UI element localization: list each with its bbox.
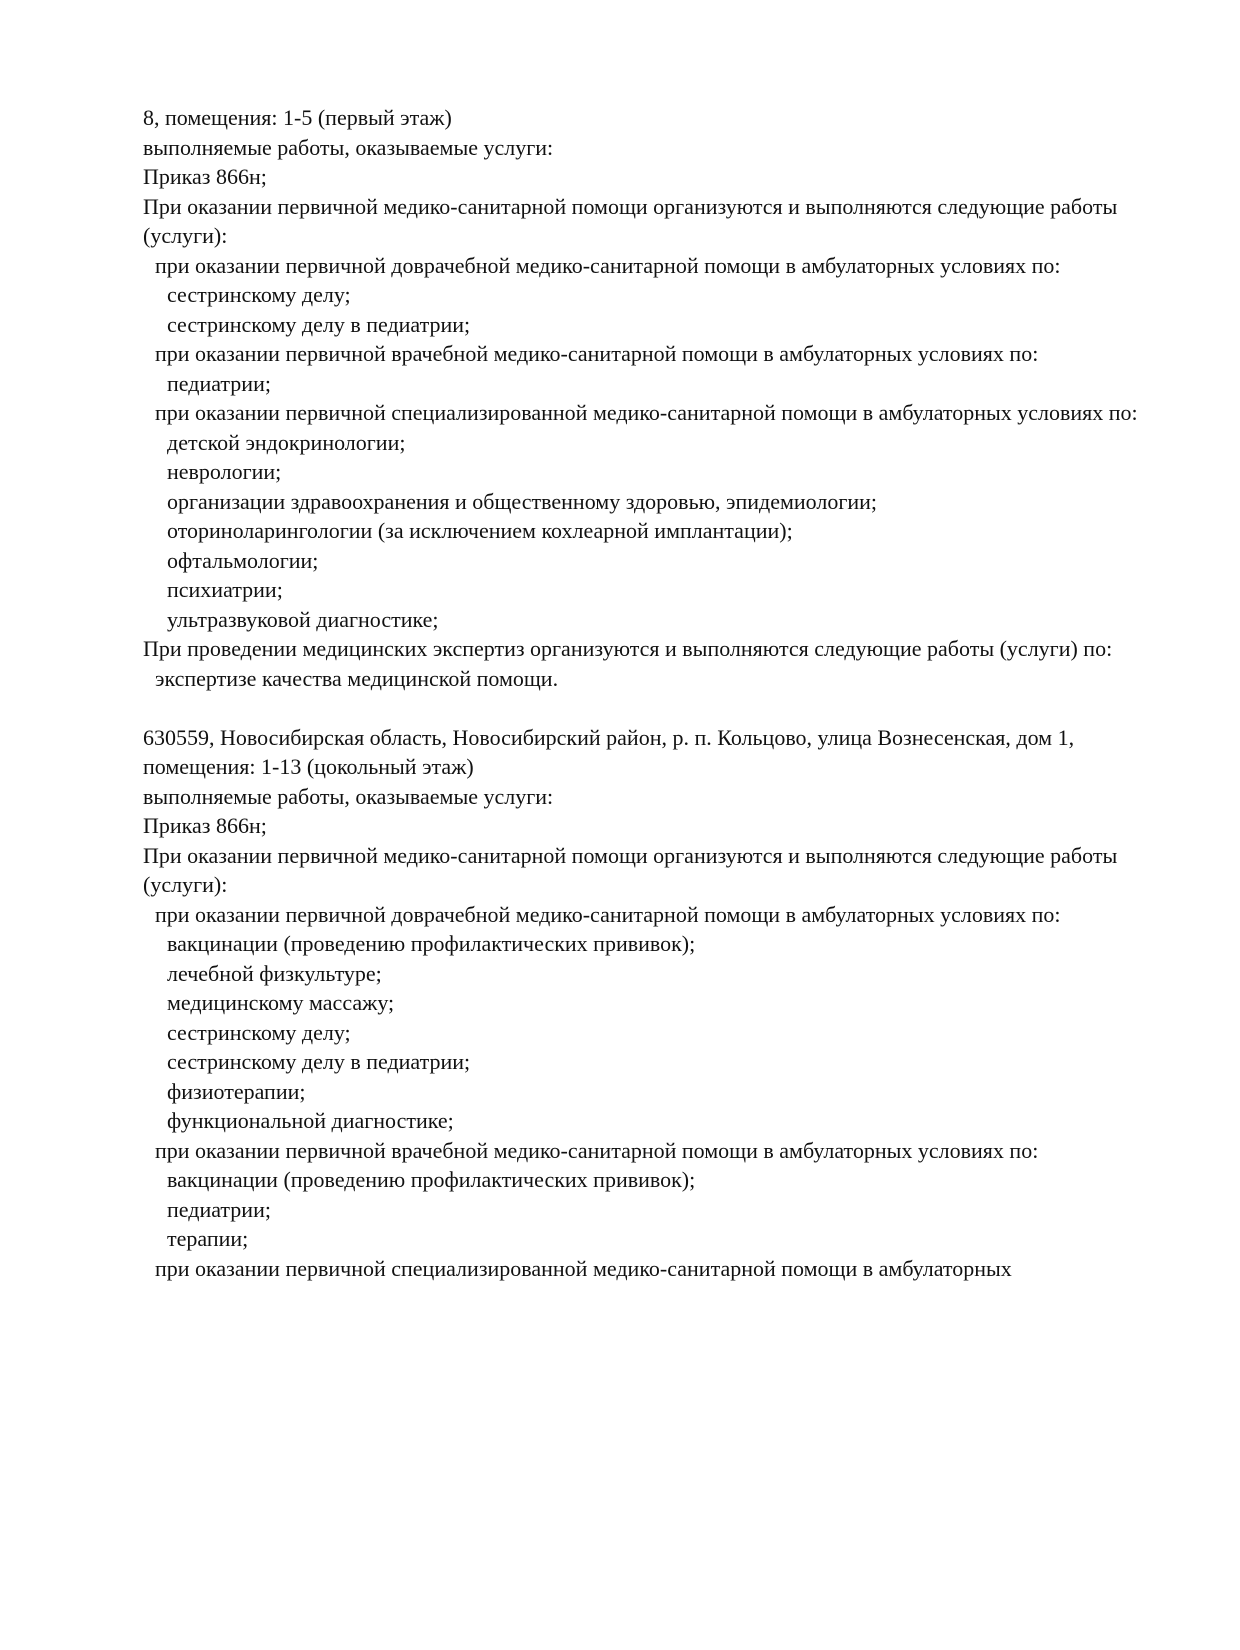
list-item: педиатрии; (167, 1196, 271, 1222)
list-item: психиатрии; (167, 577, 283, 602)
address-tail: 8, помещения: 1-5 (первый этаж) (143, 105, 452, 130)
order-reference: Приказ 866н; (143, 813, 267, 838)
list-item: педиатрии; (167, 370, 271, 396)
primary-care-intro: При оказании первичной медико-санитарной помощи организуются и выполняются следующие работы (услуги): (143, 193, 1118, 248)
order-reference: Приказ 866н; (143, 164, 267, 189)
works-label: выполняемые работы, оказываемые услуги: (143, 134, 554, 160)
address: 630559, Новосибирская область, Новосибирский район, р. п. Кольцово, улица Вознесенская, дом 1, помещения: 1-13 (цокольный этаж) (143, 724, 1075, 779)
specialized-care-intro: при оказании первичной специализированной медико-санитарной помощи в амбулаторных условиях по: (155, 400, 1138, 425)
list-item: офтальмологии; (167, 547, 319, 573)
list-item: сестринскому делу; (167, 282, 351, 307)
list-item: детской эндокринологии; (167, 429, 406, 455)
list-item: ультразвуковой диагностике; (167, 606, 439, 632)
list-item: неврологии; (167, 459, 282, 484)
list-item: сестринскому делу в педиатрии; (167, 1049, 471, 1074)
list-item: терапии; (167, 1226, 249, 1251)
document-page (143, 103, 1163, 1283)
list-item: вакцинации (проведению профилактических прививок); (167, 1167, 696, 1192)
prevrach-care-intro: при оказании первичной доврачебной медико-санитарной помощи в амбулаторных условиях по: (155, 901, 1061, 927)
prevrach-care-intro: при оказании первичной доврачебной медико-санитарной помощи в амбулаторных условиях по: (155, 252, 1061, 278)
list-item: организации здравоохранения и общественному здоровью, эпидемиологии; (167, 488, 878, 514)
list-item: лечебной физкультуре; (167, 960, 382, 986)
vrach-care-intro: при оказании первичной врачебной медико-санитарной помощи в амбулаторных условиях по: (155, 341, 1039, 366)
list-item: медицинскому массажу; (167, 990, 395, 1015)
list-item: оториноларингологии (за исключением кохлеарной имплантации); (167, 518, 793, 543)
vrach-care-intro: при оказании первичной врачебной медико-санитарной помощи в амбулаторных условиях по: (155, 1137, 1039, 1163)
list-item: физиотерапии; (167, 1078, 306, 1104)
list-item: функциональной диагностике; (167, 1108, 454, 1133)
list-item: экспертизе качества медицинской помощи. (155, 665, 559, 691)
primary-care-intro: При оказании первичной медико-санитарной помощи организуются и выполняются следующие работы (услуги): (143, 842, 1118, 897)
expertise-intro: При проведении медицинских экспертиз организуются и выполняются следующие работы (услуги) по: (143, 636, 1113, 661)
specialized-care-intro: при оказании первичной специализированной медико-санитарной помощи в амбулаторных (155, 1255, 1012, 1281)
list-item: вакцинации (проведению профилактических прививок); (167, 931, 696, 956)
list-item: сестринскому делу; (167, 1019, 351, 1045)
list-item: сестринскому делу в педиатрии; (167, 311, 471, 337)
works-label: выполняемые работы, оказываемые услуги: (143, 783, 554, 809)
section-spacer (143, 693, 1163, 723)
